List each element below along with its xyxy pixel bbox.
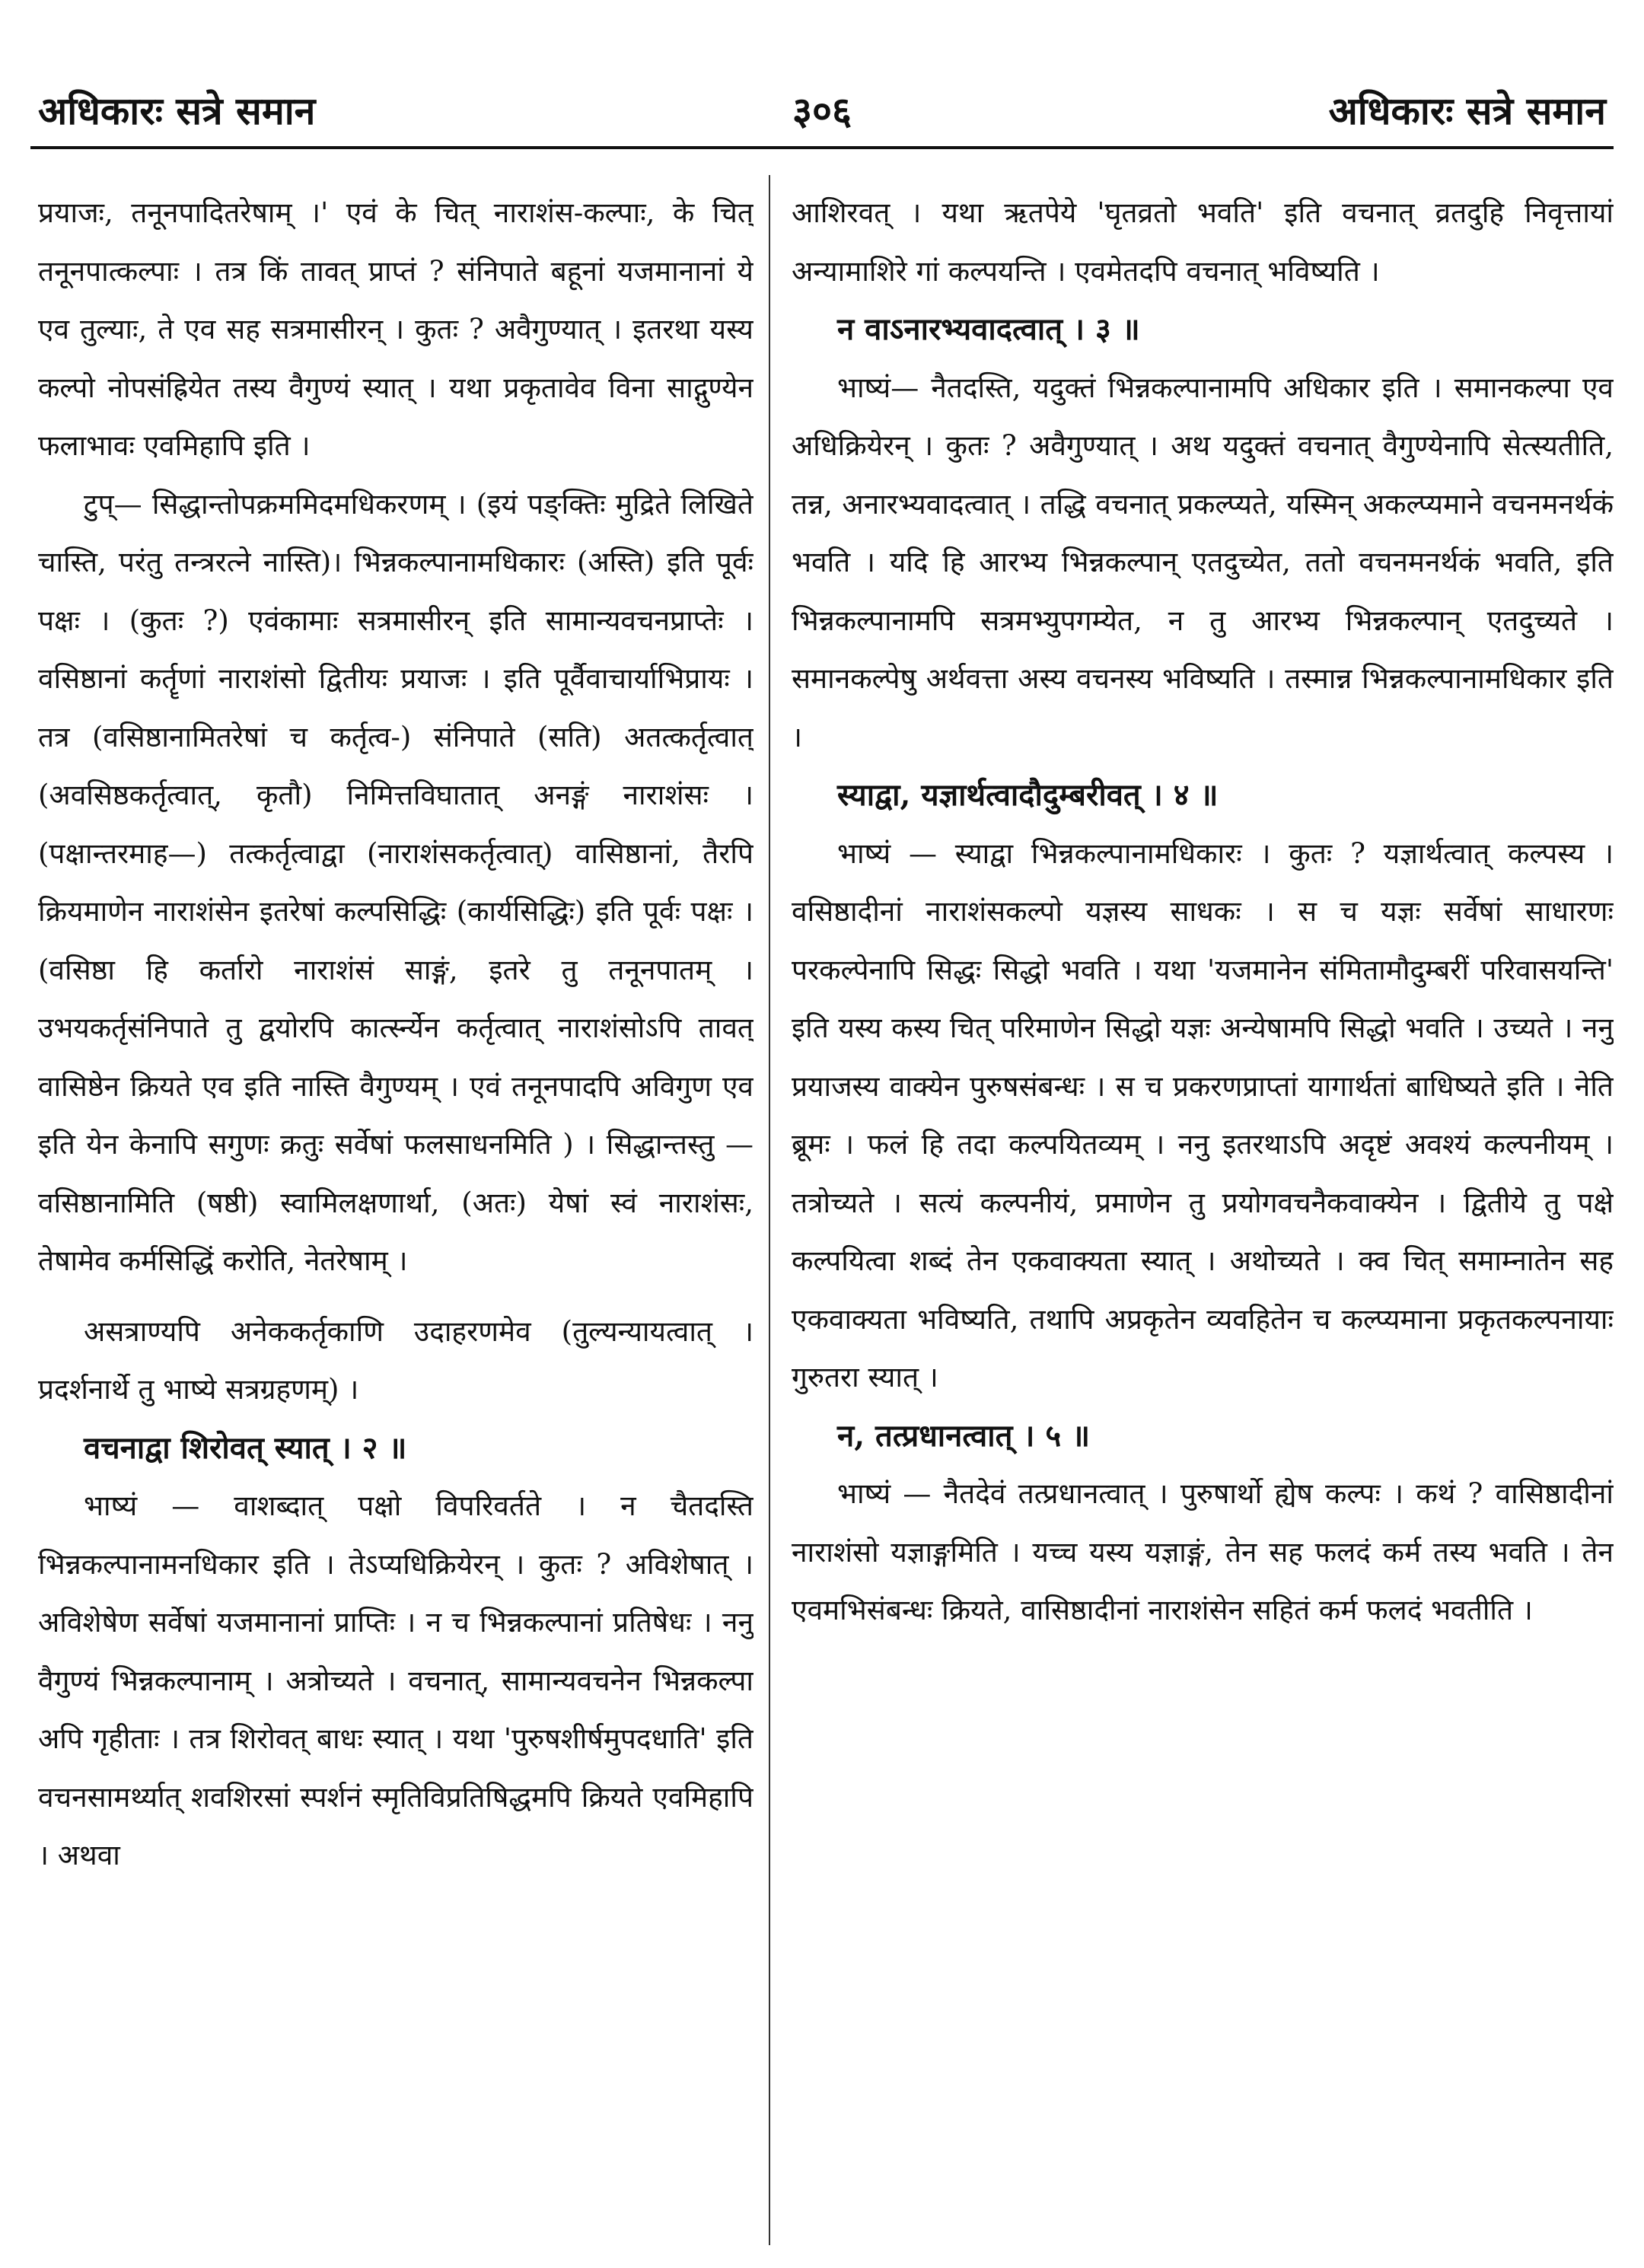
header-left-title: अधिकारः सत्रे समान	[38, 89, 316, 133]
paragraph: आशिरवत् । यथा ऋतपेये 'घृतव्रतो भवति' इति वचनात् व्रतदुहि निवृत्तायां अन्यामाशिरे गां कल्पयन्ति । एवमेतदपि वचनात् भविष्यति ।	[792, 196, 1614, 288]
paragraph-bhashya: भाष्यं— नैतदस्ति, यदुक्तं भिन्नकल्पानामपि अधिकार इति । समानकल्पा एव अधिक्रियेरन् । कुतः ? अवैगुण्यात् । अथ यदुक्तं वचनात् वैगुण्येनापि सेत्स्यतीति, तन्न, अनारभ्यवादत्वात् । तद्धि वचनात् प्रकल्प्यते, यस्मिन् अकल्प्यमाने वचनमनर्थकं भवति । यदि हि आरभ्य भिन्नकल्पान् एतदुच्येत, ततो वचनमनर्थकं भवति, इति भिन्नकल्पानामपि सत्रमभ्युपगम्येत, न तु आरभ्य भिन्नकल्पान् एतदुच्यते । समानकल्पेषु अर्थवत्ता अस्य वचनस्य भविष्यति । तस्मान्न भिन्नकल्पानामधिकार इति ।	[792, 371, 1614, 753]
paragraph-note: असत्राण्यपि अनेककर्तृकाणि उदाहरणमेव (तुल्यन्यायत्वात् । प्रदर्शनार्थे तु भाष्ये सत्रग्रहणम्) ।	[38, 1314, 754, 1406]
page-number: ३०६	[792, 89, 852, 133]
paragraph-bhashya: भाष्यं — वाशब्दात् पक्षो विपरिवर्तते । न चैतदस्ति भिन्नकल्पानामनधिकार इति । तेऽप्यधिक्रियेरन् । कुतः ? अविशेषात् । अविशेषेण सर्वेषां यजमानानां प्राप्तिः । न च भिन्नकल्पानां प्रतिषेधः । ननु वैगुण्यं भिन्नकल्पानाम् । अत्रोच्यते । वचनात्, सामान्यवचनेन भिन्नकल्पा अपि गृहीताः । तत्र शिरोवत् बाधः स्यात् । यथा 'पुरुषशीर्षमुपदधाति' इति वचनसामर्थ्यात् शवशिरसां स्पर्शनं स्मृतिविप्रतिषिद्धमपि क्रियते एवमिहापि । अथवा	[38, 1489, 754, 1871]
running-header	[30, 84, 1614, 137]
paragraph-bhashya: भाष्यं — नैतदेवं तत्प्रधानत्वात् । पुरुषार्थो ह्येष कल्पः । कथं ? वासिष्ठादीनां नाराशंसो यज्ञाङ्गमिति । यच्च यस्य यज्ञाङ्गं, तेन सह फलदं कर्म तस्य भवति । तेन एवमभिसंबन्धः क्रियते, वासिष्ठादीनां नाराशंसेन सहितं कर्म फलदं भवतीति ।	[792, 1477, 1614, 1626]
left-column	[38, 184, 754, 2239]
paragraph: प्रयाजः, तनूनपादितरेषाम् ।' एवं के चित् नाराशंस-कल्पाः, के चित् तनूनपात्कल्पाः । तत्र किं तावत् प्राप्तं ? संनिपाते बहूनां यजमानानां ये एव तुल्याः, ते एव सह सत्रमासीरन् । कुतः ? अवैगुण्यात् । इतरथा यस्य कल्पो नोपसंह्रियेत तस्य वैगुण्यं स्यात् । यथा प्रकृतावेव विना साद्गुण्येन फलाभावः एवमिहापि इति ।	[38, 196, 754, 462]
right-column	[792, 184, 1614, 2239]
sutra-heading: न वाऽनारभ्यवादत्वात् । ३ ॥	[837, 311, 1140, 347]
paragraph-bhashya: भाष्यं — स्याद्वा भिन्नकल्पानामधिकारः । कुतः ? यज्ञार्थत्वात् कल्पस्य । वसिष्ठादीनां नाराशंसकल्पो यज्ञस्य साधकः । स च यज्ञः सर्वेषां साधारणः परकल्पेनापि सिद्धः सिद्धो भवति । यथा 'यजमानेन संमितामौदुम्बरीं परिवासयन्ति' इति यस्य कस्य चित् परिमाणेन सिद्धो यज्ञः अन्येषामपि सिद्धो भवति । उच्यते । ननु प्रयाजस्य वाक्येन पुरुषसंबन्धः । स च प्रकरणप्राप्तां यागार्थतां बाधिष्यते इति । नेति ब्रूमः । फलं हि तदा कल्पयितव्यम् । ननु इतरथाऽपि अदृष्टं अवश्यं कल्पनीयम् । तत्रोच्यते । सत्यं कल्पनीयं, प्रमाणेन तु प्रयोगवचनैकवाक्येन । द्वितीये तु पक्षे कल्पयित्वा शब्दं तेन एकवाक्यता स्यात् । अथोच्यते । क्व चित् समाम्नातेन सह एकवाक्यता भविष्यति, तथापि अप्रकृतेन व्यवहितेन च कल्प्यमाना प्रकृतकल्पनायाः गुरुतरा स्यात् ।	[792, 836, 1614, 1394]
sutra-heading: वचनाद्वा शिरोवत् स्यात् । २ ॥	[84, 1429, 407, 1466]
header-right-title: अधिकारः सत्रे समान	[1328, 89, 1606, 133]
sutra-heading: न, तत्प्रधानत्वात् । ५ ॥	[837, 1417, 1091, 1454]
sutra-heading: स्याद्वा, यज्ञार्थत्वादौदुम्बरीवत् । ४ ॥	[837, 777, 1219, 813]
paragraph-commentary: टुप्— सिद्धान्तोपक्रममिदमधिकरणम् । (इयं पङ्क्तिः मुद्रिते लिखिते चास्ति, परंतु तन्त्ररत्ने नास्ति)। भिन्नकल्पानामधिकारः (अस्ति) इति पूर्वः पक्षः । (कुतः ?) एवंकामाः सत्रमासीरन् इति सामान्यवचनप्राप्तेः । वसिष्ठानां कर्तॄणां नाराशंसो द्वितीयः प्रयाजः । इति पूर्वैवाचार्याभिप्रायः । तत्र (वसिष्ठानामितरेषां च कर्तृत्व-) संनिपाते (सति) अतत्कर्तृत्वात् (अवसिष्ठकर्तृत्वात्, कृतौ) निमित्तविघातात् अनङ्गं नाराशंसः । (पक्षान्तरमाह—) तत्कर्तृत्वाद्वा (नाराशंसकर्तृत्वात्) वासिष्ठानां, तैरपि क्रियमाणेन नाराशंसेन इतरेषां कल्पसिद्धिः (कार्यसिद्धिः) इति पूर्वः पक्षः । (वसिष्ठा हि कर्तारो नाराशंसं साङ्गं, इतरे तु तनूनपातम् । उभयकर्तृसंनिपाते तु द्वयोरपि कार्त्स्न्येन कर्तृत्वात् नाराशंसोऽपि तावत् वासिष्ठेन क्रियते एव इति नास्ति वैगुण्यम् । एवं तनूनपादपि अविगुण एव इति येन केनापि सगुणः क्रतुः सर्वेषां फलसाधनमिति ) । सिद्धान्तस्तु —वसिष्ठानामिति (षष्ठी) स्वामिलक्षणार्था, (अतः) येषां स्वं नाराशंसः, तेषामेव कर्मसिद्धिं करोति, नेतरेषाम् ।	[38, 487, 754, 1277]
column-divider	[769, 175, 770, 2245]
header-rule	[30, 146, 1614, 149]
